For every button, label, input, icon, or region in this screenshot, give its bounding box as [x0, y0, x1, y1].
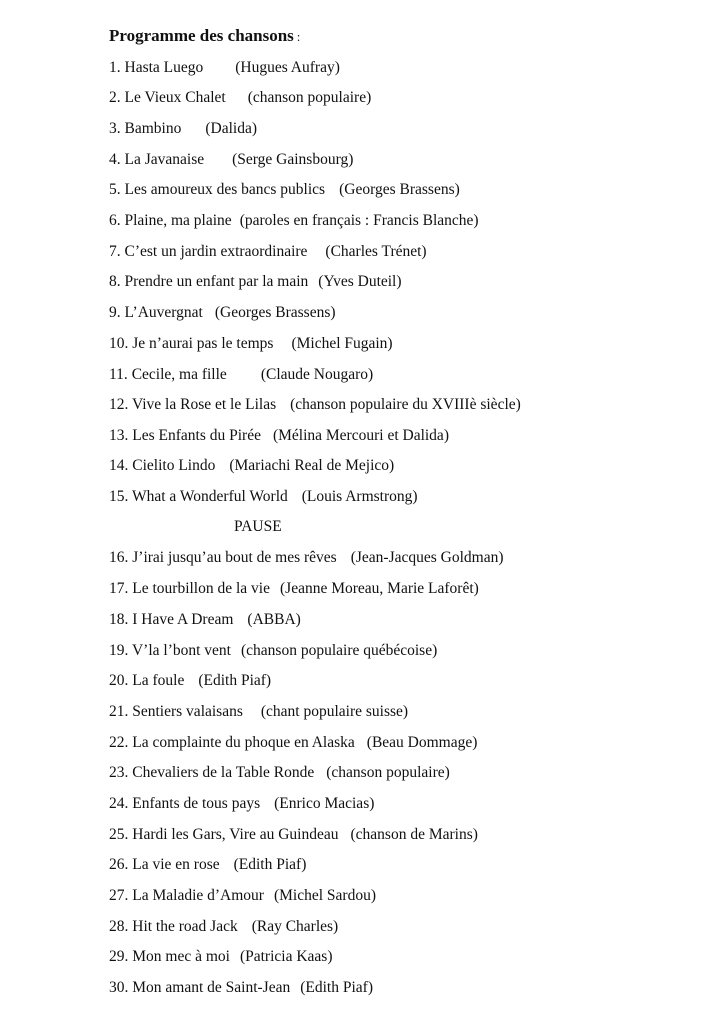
- song-number: 12.: [109, 396, 129, 413]
- song-title: Le Vieux Chalet: [124, 89, 226, 106]
- song-artist: (Ray Charles): [251, 918, 339, 935]
- song-title: Je n’aurai pas le temps: [132, 335, 274, 352]
- song-item: [109, 334, 393, 354]
- song-number: 29.: [109, 948, 129, 965]
- song-number: 27.: [109, 887, 129, 904]
- song-title: C’est un jardin extraordinaire: [124, 243, 308, 260]
- song-item: [109, 825, 478, 845]
- song-artist: (chanson populaire): [326, 764, 450, 781]
- song-number: 19.: [109, 642, 129, 659]
- song-number: 6.: [109, 212, 121, 229]
- song-artist: (Edith Piaf): [198, 672, 272, 689]
- song-item: [109, 395, 521, 415]
- song-artist: (paroles en français : Francis Blanche): [239, 212, 479, 229]
- song-number: 2.: [109, 89, 121, 106]
- song-item: [109, 88, 371, 108]
- song-artist: (Georges Brassens): [339, 181, 460, 198]
- song-number: 28.: [109, 918, 129, 935]
- song-title: V’la l’bont vent: [131, 642, 231, 659]
- song-title: Bambino: [124, 120, 182, 137]
- song-item: [109, 886, 376, 906]
- song-artist: (chanson populaire): [247, 89, 372, 106]
- song-number: 4.: [109, 151, 121, 168]
- song-number: 1.: [109, 59, 121, 76]
- song-number: 8.: [109, 273, 121, 290]
- song-item: [109, 456, 394, 476]
- song-artist: (Edith Piaf): [300, 979, 373, 996]
- song-item: [109, 548, 504, 568]
- song-title: J’irai jusqu’au bout de mes rêves: [132, 549, 337, 566]
- song-number: 10.: [109, 335, 129, 352]
- song-item: [109, 426, 449, 446]
- song-number: 17.: [109, 580, 129, 597]
- song-item: [109, 365, 373, 385]
- song-artist: (chanson populaire du XVIIIè siècle): [290, 396, 521, 413]
- song-title: La vie en rose: [132, 856, 220, 873]
- song-artist: (Mariachi Real de Mejico): [229, 457, 395, 474]
- song-artist: (Charles Trénet): [325, 243, 427, 260]
- song-title: Les Enfants du Pirée: [132, 427, 261, 444]
- song-item: [109, 978, 373, 998]
- song-artist: (Michel Sardou): [273, 887, 376, 904]
- song-artist: (Michel Fugain): [291, 335, 393, 352]
- song-item: [109, 641, 437, 661]
- song-item: [109, 671, 271, 691]
- song-number: 11.: [109, 366, 128, 383]
- song-number: 24.: [109, 795, 129, 812]
- title-text: Programme des chansons: [109, 26, 294, 45]
- song-artist: (Georges Brassens): [214, 304, 336, 321]
- song-title: Mon amant de Saint-Jean: [132, 979, 291, 996]
- song-item: [109, 794, 374, 814]
- song-item: [109, 579, 479, 599]
- song-title: Prendre un enfant par la main: [124, 273, 309, 290]
- song-artist: (Serge Gainsbourg): [232, 151, 354, 168]
- song-title: La complainte du phoque en Alaska: [132, 734, 355, 751]
- song-title: La Javanaise: [124, 151, 205, 168]
- song-artist: (Patricia Kaas): [239, 948, 333, 965]
- song-artist: (Beau Dommage): [366, 734, 478, 751]
- song-item: [109, 119, 257, 139]
- song-number: 18.: [109, 611, 129, 628]
- song-title: Hasta Luego: [124, 59, 204, 76]
- song-title: Chevaliers de la Table Ronde: [132, 764, 315, 781]
- song-number: 14.: [109, 457, 129, 474]
- song-number: 5.: [109, 181, 121, 198]
- song-item: [109, 211, 479, 231]
- song-number: 21.: [109, 703, 129, 720]
- song-item: [109, 242, 427, 262]
- song-title: Vive la Rose et le Lilas: [131, 396, 277, 413]
- song-artist: (Jeanne Moreau, Marie Laforêt): [280, 580, 479, 597]
- song-title: What a Wonderful World: [131, 488, 288, 505]
- song-title: Plaine, ma plaine: [124, 212, 232, 229]
- song-title: Mon mec à moi: [132, 948, 230, 965]
- song-artist: (Jean-Jacques Goldman): [350, 549, 504, 566]
- song-artist: (Hugues Aufray): [235, 59, 340, 76]
- song-artist: (ABBA): [247, 611, 301, 628]
- song-title: Les amoureux des bancs publics: [124, 181, 326, 198]
- song-title: Enfants de tous pays: [132, 795, 261, 812]
- song-item: [109, 610, 301, 630]
- song-item: [109, 702, 408, 722]
- song-number: 20.: [109, 672, 129, 689]
- song-item: [109, 58, 340, 78]
- song-item: [109, 303, 336, 323]
- song-artist: (Dalida): [205, 120, 257, 137]
- song-title: Le tourbillon de la vie: [132, 580, 270, 597]
- song-number: 9.: [109, 304, 121, 321]
- title-colon: :: [296, 29, 301, 44]
- song-title: Hardi les Gars, Vire au Guindeau: [132, 826, 339, 843]
- pause-label: PAUSE: [234, 518, 282, 535]
- song-artist: (Claude Nougaro): [260, 366, 374, 383]
- song-title: Sentiers valaisans: [132, 703, 243, 720]
- song-number: 16.: [109, 549, 129, 566]
- song-artist: (Mélina Mercouri et Dalida): [272, 427, 449, 444]
- song-item: [109, 763, 450, 783]
- song-number: 3.: [109, 120, 121, 137]
- song-number: 30.: [109, 979, 129, 996]
- song-number: 25.: [109, 826, 129, 843]
- song-item: [109, 487, 418, 507]
- song-title: Cecile, ma fille: [131, 366, 227, 383]
- song-number: 15.: [109, 488, 129, 505]
- song-number: 13.: [109, 427, 129, 444]
- song-title: Cielito Lindo: [132, 457, 216, 474]
- song-item: [109, 180, 460, 200]
- song-item: [109, 733, 477, 753]
- song-title: Hit the road Jack: [132, 918, 238, 935]
- song-item: [109, 947, 333, 967]
- page-title: [109, 24, 300, 49]
- song-artist: (chant populaire suisse): [260, 703, 409, 720]
- song-artist: (chanson de Marins): [350, 826, 478, 843]
- song-artist: (Louis Armstrong): [301, 488, 418, 505]
- song-item: [109, 917, 338, 937]
- song-title: I Have A Dream: [132, 611, 234, 628]
- song-title: L’Auvergnat: [124, 304, 203, 321]
- song-item: [109, 855, 306, 875]
- song-number: 26.: [109, 856, 129, 873]
- song-artist: (Edith Piaf): [233, 856, 307, 873]
- song-number: 22.: [109, 734, 129, 751]
- song-number: 7.: [109, 243, 121, 260]
- song-artist: (Enrico Macias): [274, 795, 375, 812]
- song-item: [109, 272, 402, 292]
- song-title: La Maladie d’Amour: [132, 887, 264, 904]
- song-title: La foule: [132, 672, 185, 689]
- song-number: 23.: [109, 764, 129, 781]
- song-artist: (chanson populaire québécoise): [241, 642, 438, 659]
- song-artist: (Yves Duteil): [318, 273, 402, 290]
- song-item: [109, 150, 353, 170]
